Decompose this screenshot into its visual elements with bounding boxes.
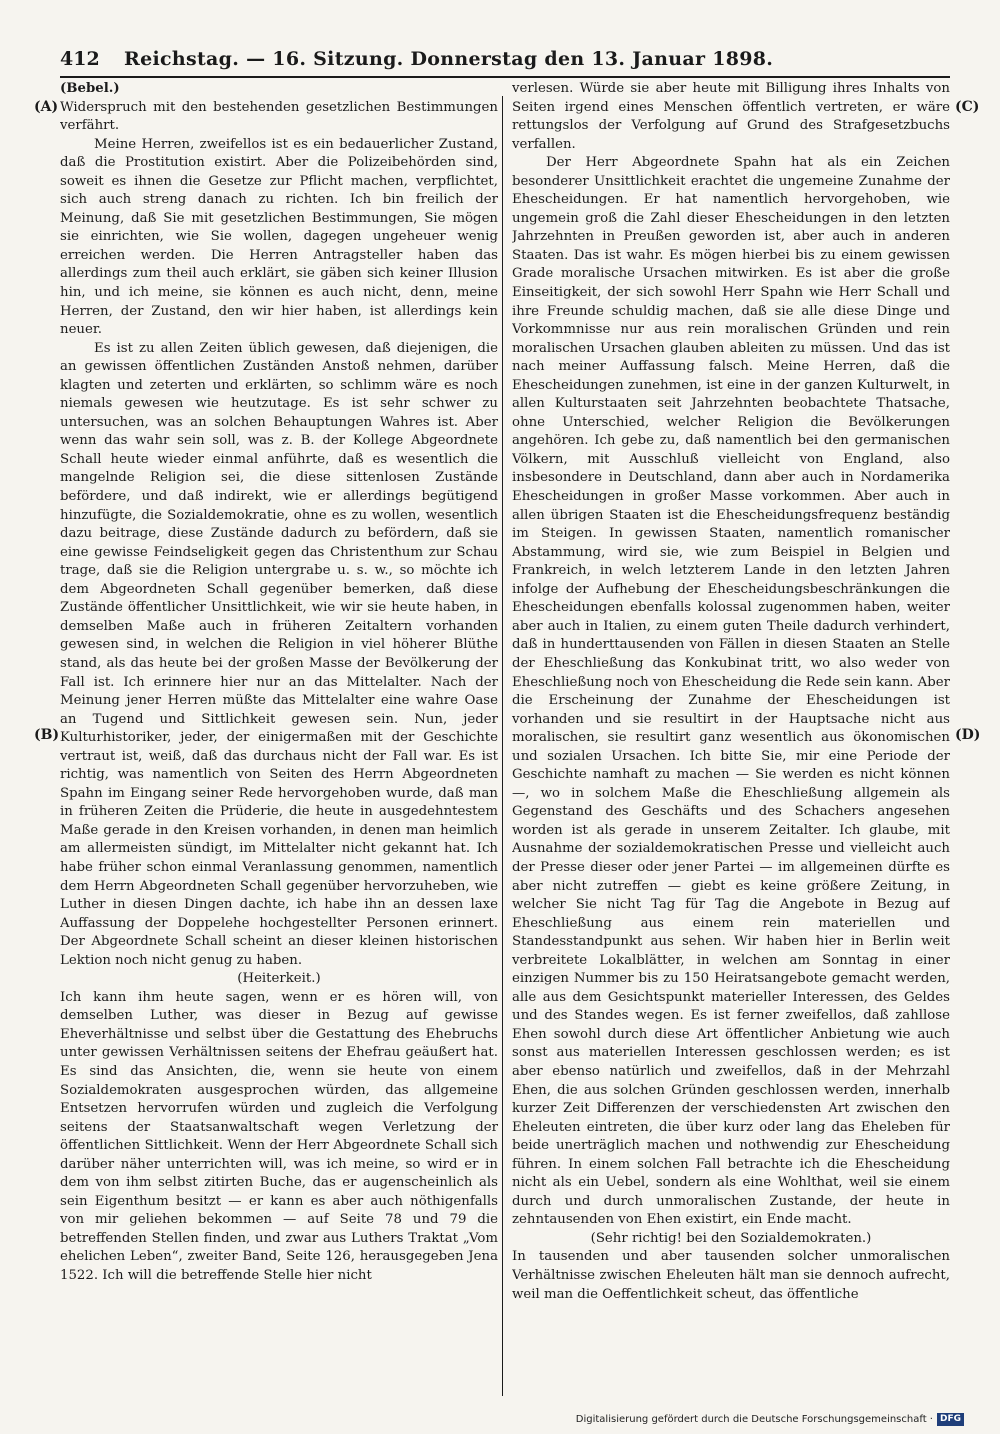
footer xyxy=(576,1413,964,1426)
paragraph: verlesen. Würde sie aber heute mit Billigung ihres Inhalts von Seiten irgend eines Menschen öffentlich vertreten, er wäre rettungslos der Verfolgung auf Grund des Strafgesetzbuchs verfallen. xyxy=(512,81,950,152)
page-number: 412 xyxy=(60,48,100,70)
margin-marker-a: (A) xyxy=(34,99,59,115)
paragraph: Meine Herren, zweifellos ist es ein bedauerlicher Zustand, daß die Prostitution existirt. Aber die Polizeibehörden sind, soweit es ihnen die Gesetze zur Pflicht machen, verpflichtet, sich auch streng danach zu richten. Ich bin freilich der Meinung, daß Sie mit gesetzlichen Bestimmungen, Sie mögen sie einrichten, wie Sie wollen, dagegen ungeheuer wenig erreichen werden. Die Herren Antragsteller haben das allerdings zum theil auch erklärt, sie gäben sich keiner Illusion hin, und ich meine, sie können es auch nicht, denn, meine Herren, der Zustand, den wir hier haben, ist allerdings kein neuer. xyxy=(60,136,498,338)
paragraph: Es ist zu allen Zeiten üblich gewesen, daß diejenigen, die an gewissen öffentlichen Zuständen Anstoß nehmen, darüber klagten und zeterten und erklärten, so schlimm wäre es noch niemals gewesen wie heutzutage. Es ist sehr schwer zu untersuchen, was an solchen Behauptungen Wahres ist. Aber wenn das wahr sein soll, was z. B. der Kollege Abgeordnete Schall heute wieder einmal anführte, daß es wesentlich die mangelnde Religion sei, die diese sittenlosen Zustände befördere, und daß indirekt, wie er allerdings begütigend hinzufügte, die Sozialdemokratie, ohne es zu wollen, wesentlich dazu beitrage, diese Zustände dadurch zu befördern, daß sie eine gewisse Feindseligkeit gegen das Christenthum zur Schau trage, daß sie die Religion untergrabe u. s. w., so möchte ich dem Abgeordneten Schall gegenüber bemerken, daß diese Zustände öffentlicher Unsittlichkeit, wie wir sie heute haben, in demselben Maße auch in früheren Zeitaltern vorhanden gewesen sind, in welchen die Religion in viel höherer Blüthe stand, als das heute bei der großen Masse der Bevölkerung der Fall ist. Ich erinnere hier nur an das Mittelalter. Nach der Meinung jener Herren müßte das Mittelalter eine wahre Oase an Tugend und Sittlichkeit gewesen sein. Nun, jeder Kulturhistoriker, jeder, der einigermaßen mit der Geschichte vertraut ist, weiß, daß das durchaus nicht der Fall war. Es ist richtig, was namentlich von Seiten des Herrn Abgeordneten Spahn im Eingang seiner Rede hervorgehoben wurde, daß man in früheren Zeiten die Prüderie, die heute in ausgedehntestem Maße gerade in den Kreisen vorhanden, in denen man heimlich am allermeisten sündigt, im Mittelalter nicht gekannt hat. Ich habe früher schon einmal Veranlassung genommen, namentlich dem Herrn Abgeordneten Schall gegenüber hervorzuheben, wie Luther in diesen Dingen dachte, ich habe ihn an dessen laxe Auffassung der Doppelehe hochgestellter Personen erinnert. Der Abgeordnete Schall scheint an dieser kleinen historischen Lektion noch nicht genug zu haben. xyxy=(60,340,498,968)
margin-marker-d: (D) xyxy=(955,727,981,743)
column-divider xyxy=(502,96,503,1396)
footer-text: Digitalisierung gefördert durch die Deutsche Forschungsgemeinschaft · xyxy=(575,1414,933,1425)
margin-marker-b: (B) xyxy=(34,727,60,743)
paragraph: Der Herr Abgeordnete Spahn hat als ein Zeichen besonderer Unsittlichkeit erachtet die ungemeine Zunahme der Ehescheidungen. Er hat namentlich hervorgehoben, wie ungemein groß die Zahl dieser Ehescheidungen in den letzten Jahrzehnten in Preußen geworden ist, aber auch in anderen Staaten. Das ist wahr. Es mögen hierbei bis zu einem gewissen Grade moralische Ursachen mitwirken. Es ist aber die große Einseitigkeit, der sich sowohl Herr Spahn wie Herr Schall und ihre Freunde schuldig machen, daß sie alle diese Dinge und Vorkommnisse nur aus rein moralischen Gründen und rein moralischen Ursachen glauben ableiten zu müssen. Und das ist nach meiner Auffassung falsch. Meine Herren, daß die Ehescheidungen zunehmen, ist eine in der ganzen Kulturwelt, in allen Kulturstaaten seit Jahrzehnten beobachtete Thatsache, ohne Unterschied, welcher Religion die Bevölkerungen angehören. Ich gebe zu, daß namentlich bei den germanischen Völkern, mit Ausschluß vielleicht von England, also insbesondere in Deutschland, dann aber auch in Nordamerika Ehescheidungen in großer Masse vorkommen. Aber auch in allen übrigen Staaten ist die Ehescheidungsfrequenz beständig im Steigen. In gewissen Staaten, namentlich romanischer Abstammung, wird sie, wie zum Beispiel in Belgien und Frankreich, in welch letzterem Lande in den letzten Jahren infolge der Aufhebung der Ehescheidungsbeschränkungen die Ehescheidungen ebenfalls kolossal zugenommen haben, weiter aber auch in Italien, zu einem guten Theile dadurch verhindert, daß in hunderttausenden von Fällen in diesen Staaten an Stelle der Eheschließung das Konkubinat tritt, wo also weder von Eheschließung noch von Ehescheidung die Rede sein kann. Aber die Erscheinung der Zunahme der Ehescheidungen ist vorhanden und sie resultirt in der Hauptsache nicht aus moralischen, sie resultirt ganz wesentlich aus ökonomischen und sozialen Ursachen. Ich bitte Sie, mir eine Periode der Geschichte namhaft zu machen — Sie werden es nicht können —, wo in solchem Maße die Eheschließung allgemein als Gegenstand des Geschäfts und des Schachers angesehen worden ist als gerade in unserem Zeitalter. Ich glaube, mit Ausnahme der sozialdemokratischen Presse und vielleicht auch der Presse dieser oder jener Partei — im allgemeinen dürfte es aber nicht zutreffen — giebt es keine größere Zeitung, in welcher Sie nicht Tag für Tag die Angebote in Bezug auf Eheschließung aus einem rein materiellen und Standesstandpunkt aus sehen. Wir haben hier in Berlin weit verbreitete Lokalblätter, in welchen am Sonntag in einer einzigen Nummer bis zu 150 Heiratsangebote gemacht werden, alle aus dem Gesichtspunkt materieller Interessen, des Geldes und des Standes wegen. Es ist ferner zweifellos, daß zahllose Ehen sowohl durch diese Art öffentlicher Anbietung wie auch sonst aus materiellen Interessen geschlossen werden; es ist aber ebenso natürlich und zweifellos, daß in der Mehrzahl Ehen, die aus solchen Gründen geschlossen werden, innerhalb kurzer Zeit Differenzen der verschiedensten Art zwischen den Eheleuten eintreten, die über kurz oder lang das Eheleben für beide unerträglich machen und nothwendig zur Ehescheidung führen. In einem solchen Fall betrachte ich die Ehescheidung nicht als ein Uebel, sondern als eine Wohlthat, weil sie einem durch und durch unmoralischen Zustande, der heute in zehntausenden von Ehen existirt, ein Ende macht. xyxy=(512,155,950,1228)
dfg-logo: DFG xyxy=(937,1413,964,1426)
left-column xyxy=(60,80,498,1380)
interjection: (Sehr richtig! bei den Sozialdemokraten.) xyxy=(590,1230,872,1246)
margin-marker-c: (C) xyxy=(955,99,980,115)
header-rule xyxy=(60,76,950,78)
page-header xyxy=(60,48,960,76)
paragraph: Ich kann ihm heute sagen, wenn er es hören will, von demselben Luther, was dieser in Bezug auf gewisse Eheverhältnisse und selbst über die Gestattung des Ehebruchs unter gewissen Verhältnissen seitens der Ehefrau geäußert hat. Es sind das Ansichten, die, wenn sie heute von einem Sozialdemokraten ausgesprochen würden, das allgemeine Entsetzen hervorrufen würden und zugleich die Verfolgung seitens der Staatsanwaltschaft wegen Verletzung der öffentlichen Sittlichkeit. Wenn der Herr Abgeordnete Schall sich darüber näher unterrichten will, was ich meine, so wird er in dem von ihm selbst zitirten Buche, das er augenscheinlich als sein Eigenthum besitzt — er kann es aber auch nöthigenfalls von mir geliehen bekommen — auf Seite 78 und 79 die betreffenden Stellen finden, und zwar aus Luthers Traktat „Vom ehelichen Leben“, zweiter Band, Seite 126, herausgegeben Jena 1522. Ich will die betreffende Stelle hier nicht xyxy=(60,989,498,1283)
speaker-label: (Bebel.) xyxy=(60,81,120,96)
paragraph: In tausenden und aber tausenden solcher unmoralischen Verhältnisse zwischen Eheleuten hält man sie dennoch aufrecht, weil man die Oeffentlichkeit scheut, das öffentliche xyxy=(512,1249,950,1302)
right-column xyxy=(512,80,950,1380)
paragraph: Widerspruch mit den bestehenden gesetzlichen Bestimmungen verfährt. xyxy=(60,99,498,134)
header-title: Reichstag. — 16. Sitzung. Donnerstag den 13. Januar 1898. xyxy=(124,48,774,70)
interjection: (Heiterkeit.) xyxy=(237,971,321,987)
